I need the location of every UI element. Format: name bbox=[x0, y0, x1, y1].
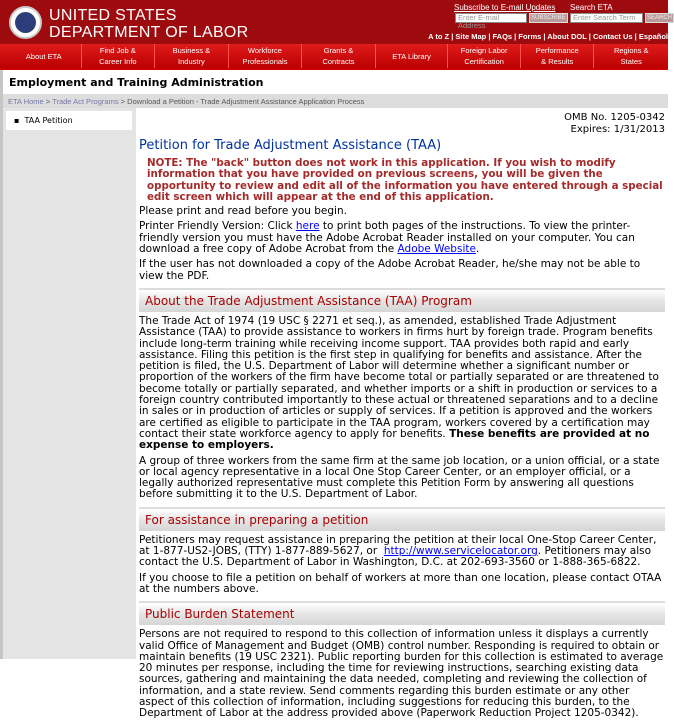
assistance-paragraph bbox=[139, 535, 665, 569]
utility-links[interactable]: A to Z | Site Map | FAQs | Forms | About DOL | Contact Us | Español bbox=[428, 32, 668, 41]
site-header bbox=[0, 0, 673, 44]
nav-performance[interactable]: Performance & Results bbox=[521, 44, 595, 68]
nav-find-job[interactable]: Find Job & Career Info bbox=[82, 44, 156, 68]
servicelocator-link[interactable]: http://www.servicelocator.org bbox=[383, 545, 538, 558]
nav-foreign-labor[interactable]: Foreign Labor Certification bbox=[448, 44, 521, 68]
about-paragraph-2: A group of three workers from the same firm at the same job location, or a union official, or a state or local agency representative in a local One Stop Career Center, or an employer official, or a legally authorized representative must complete this Petition Form by answering all questions before submitting it to the U.S. Department of Labor. bbox=[139, 454, 660, 501]
text: . Petitioners may also contact the U.S. Department of Labor in Washington, D.C. at 202-693-3560 or 1-888-365-6822. bbox=[139, 545, 652, 569]
assistance-paragraph-2: If you choose to file a petition on behalf of workers at more than one location, please contact OTAA at the numbers above. bbox=[139, 571, 662, 595]
nav-workforce[interactable]: Workforce Professionals bbox=[229, 44, 303, 68]
no-reader-text: If the user has not downloaded a copy of the Adobe Acrobat Reader, he/she may not be able to view the PDF. bbox=[139, 258, 641, 282]
nav-business[interactable]: Business & Industry bbox=[155, 44, 229, 68]
search-input[interactable]: Enter Search Term bbox=[570, 13, 643, 23]
here-link[interactable]: here bbox=[295, 220, 320, 233]
text: to print both pages of the instructions. To view the printer-friendly version you must have the Adobe Acrobat Reader installed on your computer. You can download a free copy of Adobe Acrobat from the bbox=[139, 220, 635, 256]
subscribe-label[interactable]: Subscribe to E-mail Updates bbox=[454, 3, 556, 12]
breadcrumb-home[interactable]: ETA Home bbox=[8, 97, 44, 106]
breadcrumb bbox=[3, 94, 668, 108]
site-title: Employment and Training Administration bbox=[3, 70, 668, 94]
sidebar-item-taa-petition[interactable]: ▪ TAA Petition bbox=[6, 111, 132, 130]
breadcrumb-sep: > bbox=[45, 97, 51, 106]
search-label: Search ETA bbox=[570, 3, 613, 12]
text: Petitioners may request assistance in preparing the petition at their local One-Stop Career Center, at 1-877-US2-JOBS, (TTY) 1-877-889-5627, or bbox=[139, 533, 660, 558]
agency-name-line2[interactable]: DEPARTMENT OF LABOR bbox=[49, 24, 249, 41]
adobe-website-link[interactable]: Adobe Website bbox=[397, 243, 476, 256]
search-button[interactable]: SEARCH bbox=[647, 15, 673, 21]
sidebar-item-label: TAA Petition bbox=[24, 116, 73, 125]
text: . bbox=[475, 243, 480, 256]
print-read-text: Please print and read before you begin. bbox=[139, 205, 347, 218]
omb-number: OMB No. 1205-0342 bbox=[564, 112, 665, 123]
dol-seal-icon[interactable] bbox=[9, 6, 42, 39]
subscribe-button[interactable]: SUBSCRIBE bbox=[531, 15, 566, 21]
burden-heading: Public Burden Statement bbox=[139, 601, 665, 625]
bold-text: These benefits are provided at no expense to employers. bbox=[139, 427, 650, 452]
about-paragraph bbox=[139, 316, 665, 452]
nav-regions[interactable]: Regions & States bbox=[613, 46, 649, 66]
breadcrumb-sep: > bbox=[120, 97, 126, 106]
main-nav bbox=[0, 44, 668, 70]
sidebar bbox=[3, 108, 136, 659]
printer-friendly-text bbox=[139, 221, 665, 255]
main-content bbox=[139, 112, 665, 724]
about-heading: About the Trade Adjustment Assistance (TAA) Program bbox=[139, 288, 665, 312]
nav-about-eta[interactable]: About ETA bbox=[7, 44, 82, 68]
nav-grants[interactable]: Grants & Contracts bbox=[302, 44, 376, 68]
omb-info bbox=[139, 112, 665, 136]
email-input[interactable]: Enter E-mail Address bbox=[455, 13, 527, 23]
breadcrumb-current: Download a Petition - Trade Adjustment Assistance Application Process bbox=[127, 97, 365, 106]
page-title: Petition for Trade Adjustment Assistance (TAA) bbox=[139, 138, 442, 153]
omb-expires: Expires: 1/31/2013 bbox=[570, 124, 665, 135]
burden-paragraph: Persons are not required to respond to this collection of information unless it displays a currently valid Office of Management and Budget (OMB) control number. Responding is required to obtain or maintain benefits (19 USC 2321). Public reporting burden for this collection is estimated to average 20 minutes per response, including the time for reviewing instructions, searching existing data sources, gathering and maintaining the data needed, completing and reviewing the collection of information, and a state review. Send comments regarding this burden estimate or any other aspect of this collection of information, including suggestions for reducing this burden, to the Department of Labor at the address provided above (Paperwork Reduction Project 1205-0342). bbox=[139, 628, 664, 720]
breadcrumb-trade-act[interactable]: Trade Act Programs bbox=[52, 97, 119, 106]
back-button-note: NOTE: The "back" button does not work in this application. If you wish to modify information that you have provided on previous screens, you will be given the opportunity to review and edit all of the information you have entered through a special edit screen which will appear at the end of this application. bbox=[147, 157, 663, 203]
text: The Trade Act of 1974 (19 USC § 2271 et seq.), as amended, established Trade Adjustment Assistance (TAA) to provide assistance to workers in firms hurt by foreign trade. Program benefits include long-term training while receiving income support. TAA provides both rapid and early assistance. Filing this petition is the first step in qualifying for benefits and assistance. After the petition is filed, the U.S. Department of Labor will determine whether a significant number or proportion of the workers of the firm have become total or partially separated or are threatened to become totally or partially separated, and whether imports or a shift in production or services to a foreign country contributed importantly to these actual or threatened separations and to a decline in sales or in production of articles or supply of services. If a petition is approved and the workers are certified as eligible to participate in the TAA program, workers covered by a certification may contact their state workforce agency to apply for benefits. bbox=[139, 314, 659, 440]
text: Printer Friendly Version: Click bbox=[139, 220, 296, 233]
nav-eta-library[interactable]: ETA Library bbox=[376, 44, 449, 68]
assistance-heading: For assistance in preparing a petition bbox=[139, 507, 665, 531]
agency-name-line1[interactable]: UNITED STATES bbox=[49, 7, 177, 24]
